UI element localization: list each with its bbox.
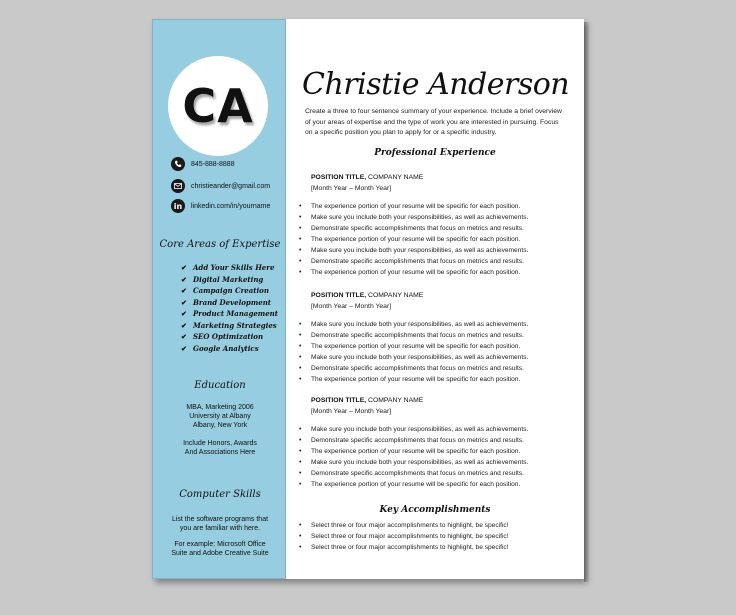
contact-linkedin	[171, 199, 287, 213]
job-date: [Month Year – Month Year]	[311, 302, 392, 310]
job-title: POSITION TITLE, COMPANY NAME	[311, 174, 424, 181]
list-item: • The experience portion of your resume will be specific for each position.	[299, 374, 528, 385]
contact-email	[171, 179, 287, 193]
contact-phone	[171, 157, 287, 171]
candidate-name: Christie Anderson	[302, 67, 570, 102]
list-item: • Make sure you include both your responsibilities, as well as achievements.	[299, 319, 528, 330]
list-item: • The experience portion of your resume will be specific for each position.	[299, 479, 528, 490]
list-item: • Demonstrate specific accomplishments that focus on metrics and results.	[299, 435, 528, 446]
checkmark-icon: ✔	[181, 274, 187, 284]
list-item: • Demonstrate specific accomplishments that focus on metrics and results.	[299, 330, 528, 341]
core-heading: Core Areas of Expertise	[159, 239, 281, 250]
list-item: • The experience portion of your resume will be specific for each position.	[299, 267, 528, 278]
list-item: • Make sure you include both your responsibilities, as well as achievements.	[299, 245, 528, 256]
job-bullets	[299, 201, 528, 278]
core-item: ✔ Marketing Strategies	[181, 320, 277, 330]
list-item: • Demonstrate specific accomplishments that focus on metrics and results.	[299, 468, 528, 479]
sidebar	[152, 19, 286, 579]
checkmark-icon: ✔	[181, 263, 187, 272]
checkmark-icon: ✔	[181, 309, 187, 318]
core-item: ✔ SEO Optimization	[181, 332, 264, 341]
checkmark-icon: ✔	[181, 332, 187, 341]
list-item: • The experience portion of your resume will be specific for each position.	[299, 341, 528, 352]
accomplishments-heading: Key Accomplishments	[379, 505, 491, 515]
experience-heading: Professional Experience	[374, 148, 496, 158]
linkedin-text: linkedin.com/in/yourname	[191, 202, 271, 210]
core-list	[181, 262, 278, 354]
job-entry	[311, 396, 573, 488]
job-bullets	[299, 319, 528, 385]
list-item: • Make sure you include both your responsibilities, as well as achievements.	[299, 352, 528, 363]
resume-page	[152, 19, 584, 579]
phone-icon	[171, 157, 185, 171]
list-item: • Select three or four major accomplishments to highlight, be specific!	[299, 542, 509, 553]
education-block: MBA, Marketing 2006 University at Albany Albany, New York Include Honors, Awards And Associations Here	[183, 404, 257, 456]
main-content	[286, 19, 584, 579]
core-item: ✔ Add Your Skills Here	[181, 263, 275, 272]
skills-heading: Computer Skills	[179, 489, 261, 500]
job-title: POSITION TITLE, COMPANY NAME	[311, 292, 424, 299]
checkmark-icon: ✔	[181, 320, 187, 330]
education-heading: Education	[194, 380, 246, 391]
job-entry	[311, 291, 573, 383]
accomplishment-bullets	[299, 520, 509, 553]
list-item: • The experience portion of your resume will be specific for each position.	[299, 446, 528, 457]
envelope-icon	[171, 179, 185, 193]
list-item: • Select three or four major accomplishments to highlight, be specific!	[299, 520, 509, 531]
core-item: ✔ Digital Marketing	[181, 274, 264, 284]
linkedin-icon: in	[171, 199, 185, 213]
job-date: [Month Year – Month Year]	[311, 407, 392, 415]
list-item: • Demonstrate specific accomplishments that focus on metrics and results.	[299, 256, 528, 267]
job-title: POSITION TITLE, COMPANY NAME	[311, 397, 424, 404]
job-date: [Month Year – Month Year]	[311, 184, 392, 192]
monogram-circle	[168, 56, 268, 156]
core-item: ✔ Google Analytics	[181, 343, 259, 353]
core-item: ✔ Campaign Creation	[181, 286, 269, 295]
list-item: • Make sure you include both your responsibilities, as well as achievements.	[299, 457, 528, 468]
checkmark-icon: ✔	[181, 343, 187, 353]
summary: Create a three to four sentence summary of your experience. Include a brief overview of your areas of expertise and the type of work you are interested in pursuing. Focus on a specific position you plan to apply for or a specific industry.	[305, 108, 562, 137]
list-item: • Demonstrate specific accomplishments that focus on metrics and results.	[299, 363, 528, 374]
email-text: christieander@gmail.com	[191, 182, 271, 190]
list-item: • Select three or four major accomplishments to highlight, be specific!	[299, 531, 509, 542]
job-entry	[311, 173, 573, 276]
checkmark-icon: ✔	[181, 297, 187, 307]
core-item: ✔ Brand Development	[181, 297, 272, 307]
core-item: ✔ Product Management	[181, 309, 278, 318]
list-item: • The experience portion of your resume will be specific for each position.	[299, 201, 528, 212]
list-item: • Make sure you include both your responsibilities, as well as achievements.	[299, 212, 528, 223]
list-item: • The experience portion of your resume will be specific for each position.	[299, 234, 528, 245]
page-shadow	[584, 22, 590, 582]
list-item: • Demonstrate specific accomplishments that focus on metrics and results.	[299, 223, 528, 234]
skills-block: List the software programs that you are familiar with here. For example: Microsoft Office Suite and Adobe Creative Suite	[171, 516, 269, 557]
monogram: CA	[182, 79, 254, 133]
list-item: • Make sure you include both your responsibilities, as well as achievements.	[299, 424, 528, 435]
checkmark-icon: ✔	[181, 286, 187, 295]
job-bullets	[299, 424, 528, 490]
phone-text: 845-888-8888	[191, 160, 235, 168]
